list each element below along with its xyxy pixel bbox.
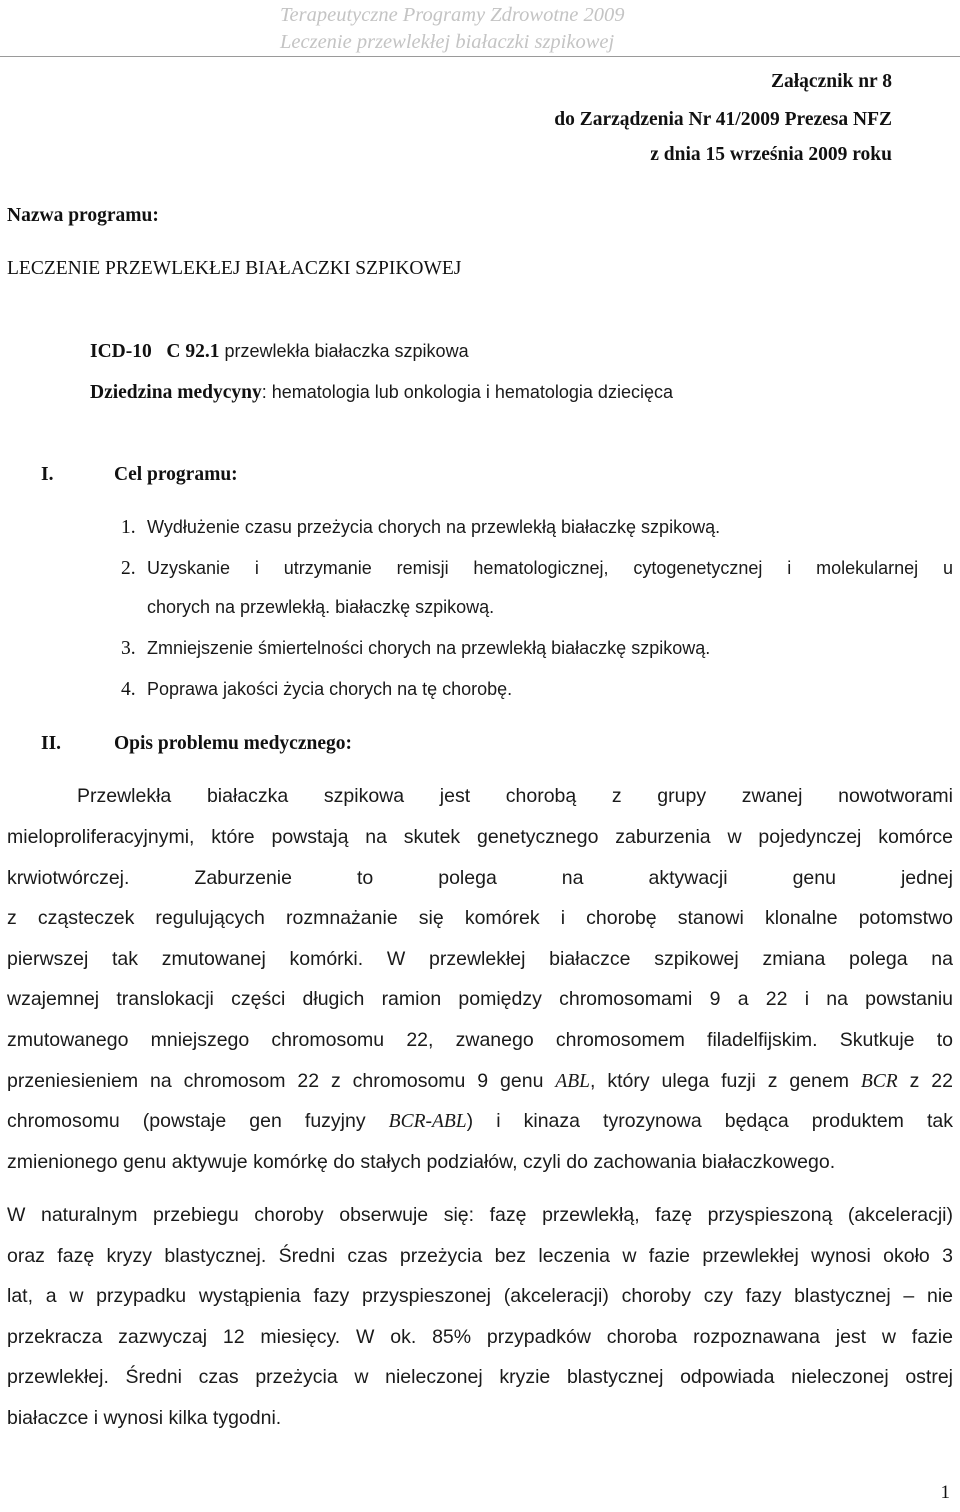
running-header <box>280 2 625 56</box>
annex-title: Załącznik nr 8 <box>771 71 892 92</box>
goal-text-4: Poprawa jakości życia chorych na tę chorobę. <box>147 679 513 699</box>
goal-number-2: 2. <box>121 558 136 579</box>
gene-abl: ABL <box>555 1071 590 1092</box>
medical-field-value: : hematologia lub onkologia i hematologia dziecięca <box>261 382 673 402</box>
p1-line-9 <box>7 1110 953 1133</box>
p1-line-2: mieloproliferacyjnymi, które powstają na skutek genetycznego zaburzenia w pojedynczej komórce <box>7 826 953 848</box>
goal-number-1: 1. <box>121 517 136 538</box>
goal-number-4: 4. <box>121 679 136 700</box>
program-name: LECZENIE PRZEWLEKŁEJ BIAŁACZKI SZPIKOWEJ <box>7 258 462 279</box>
goal-number-3: 3. <box>121 638 136 659</box>
p2-line-4: przekracza zazwyczaj 12 miesięcy. W ok. 85% przypadków choroba rozpoznawana jest w fazie <box>7 1326 953 1348</box>
program-name-label: Nazwa programu: <box>7 205 159 226</box>
goal-text-2a: Uzyskanie i utrzymanie remisji hematologicznej, cytogenetycznej i molekularnej u <box>147 558 953 578</box>
running-header-line1: Terapeutyczne Programy Zdrowotne 2009 <box>280 4 625 26</box>
section1-numeral: I. <box>41 464 54 485</box>
p1-line-7: zmutowanego mniejszego chromosomu 22, zwanego chromosomem filadelfijskim. Skutkuje to <box>7 1029 953 1051</box>
icd-line <box>90 341 469 363</box>
goal-text-2b: chorych na przewlekłą. białaczkę szpikową. <box>147 597 495 617</box>
running-header-line2: Leczenie przewlekłej białaczki szpikowej <box>280 31 615 53</box>
page-number: 1 <box>940 1482 950 1503</box>
gene-bcr-abl: BCR-ABL <box>388 1111 467 1132</box>
goal-text-1: Wydłużenie czasu przeżycia chorych na przewlekłą białaczkę szpikową. <box>147 517 721 537</box>
p2-line-6: białaczce i wynosi kilka tygodni. <box>7 1407 282 1429</box>
p1-line-8-c: z 22 <box>897 1070 953 1092</box>
medical-field-line <box>90 382 673 404</box>
p2-line-5: przewlekłej. Średni czas przeżycia w nieleczonej kryzie blastycznej odpowiada nieleczonej ostrej <box>7 1366 953 1388</box>
p1-line-8 <box>7 1070 953 1093</box>
goal-text-3: Zmniejszenie śmiertelności chorych na przewlekłą białaczkę szpikową. <box>147 638 711 658</box>
section2-title: Opis problemu medycznego: <box>114 733 352 754</box>
p2-line-1: W naturalnym przebiegu choroby obserwuje się: fazę przewlekłą, fazę przyspieszoną (akceleracji) <box>7 1204 953 1226</box>
p1-line-6: wzajemnej translokacji części długich ramion pomiędzy chromosomami 9 a 22 i na powstaniu <box>7 988 953 1010</box>
icd-description: przewlekła białaczka szpikowa <box>219 341 469 361</box>
annex-date: z dnia 15 września 2009 roku <box>650 144 892 165</box>
icd-code: ICD-10 C 92.1 <box>90 341 220 362</box>
p1-line-3: krwiotwórczej. Zaburzenie to polega na aktywacji genu jednej <box>7 867 953 889</box>
p1-line-8-b: , który ulega fuzji z genem <box>590 1070 861 1092</box>
p1-line-9-b: ) i kinaza tyrozynowa będąca produktem tak <box>466 1110 953 1132</box>
annex-ordinance: do Zarządzenia Nr 41/2009 Prezesa NFZ <box>554 109 892 130</box>
p1-line-5: pierwszej tak zmutowanej komórki. W przewlekłej białaczce szpikowej zmiana polega na <box>7 948 953 970</box>
p1-line-1: Przewlekła białaczka szpikowa jest chorobą z grupy zwanej nowotworami <box>77 785 953 807</box>
medical-field-label: Dziedzina medycyny <box>90 382 262 403</box>
p1-line-9-a: chromosomu (powstaje gen fuzyjny <box>7 1110 389 1132</box>
p1-line-8-a: przeniesieniem na chromosom 22 z chromosomu 9 genu <box>7 1070 556 1092</box>
section1-title: Cel programu: <box>114 464 238 485</box>
header-rule <box>0 56 960 57</box>
section2-numeral: II. <box>41 733 62 754</box>
p1-line-10: zmienionego genu aktywuje komórkę do stałych podziałów, czyli do zachowania białaczkowego. <box>7 1151 836 1173</box>
p2-line-2: oraz fazę kryzy blastycznej. Średni czas przeżycia bez leczenia w fazie przewlekłej wynosi około 3 <box>7 1245 953 1267</box>
p1-line-4: z cząsteczek regulujących rozmnażanie się komórek i chorobę stanowi klonalne potomstwo <box>7 907 953 929</box>
gene-bcr: BCR <box>860 1071 898 1092</box>
p2-line-3: lat, a w przypadku wystąpienia fazy przyspieszonej (akceleracji) choroby czy fazy blastycznej – nie <box>7 1285 953 1307</box>
